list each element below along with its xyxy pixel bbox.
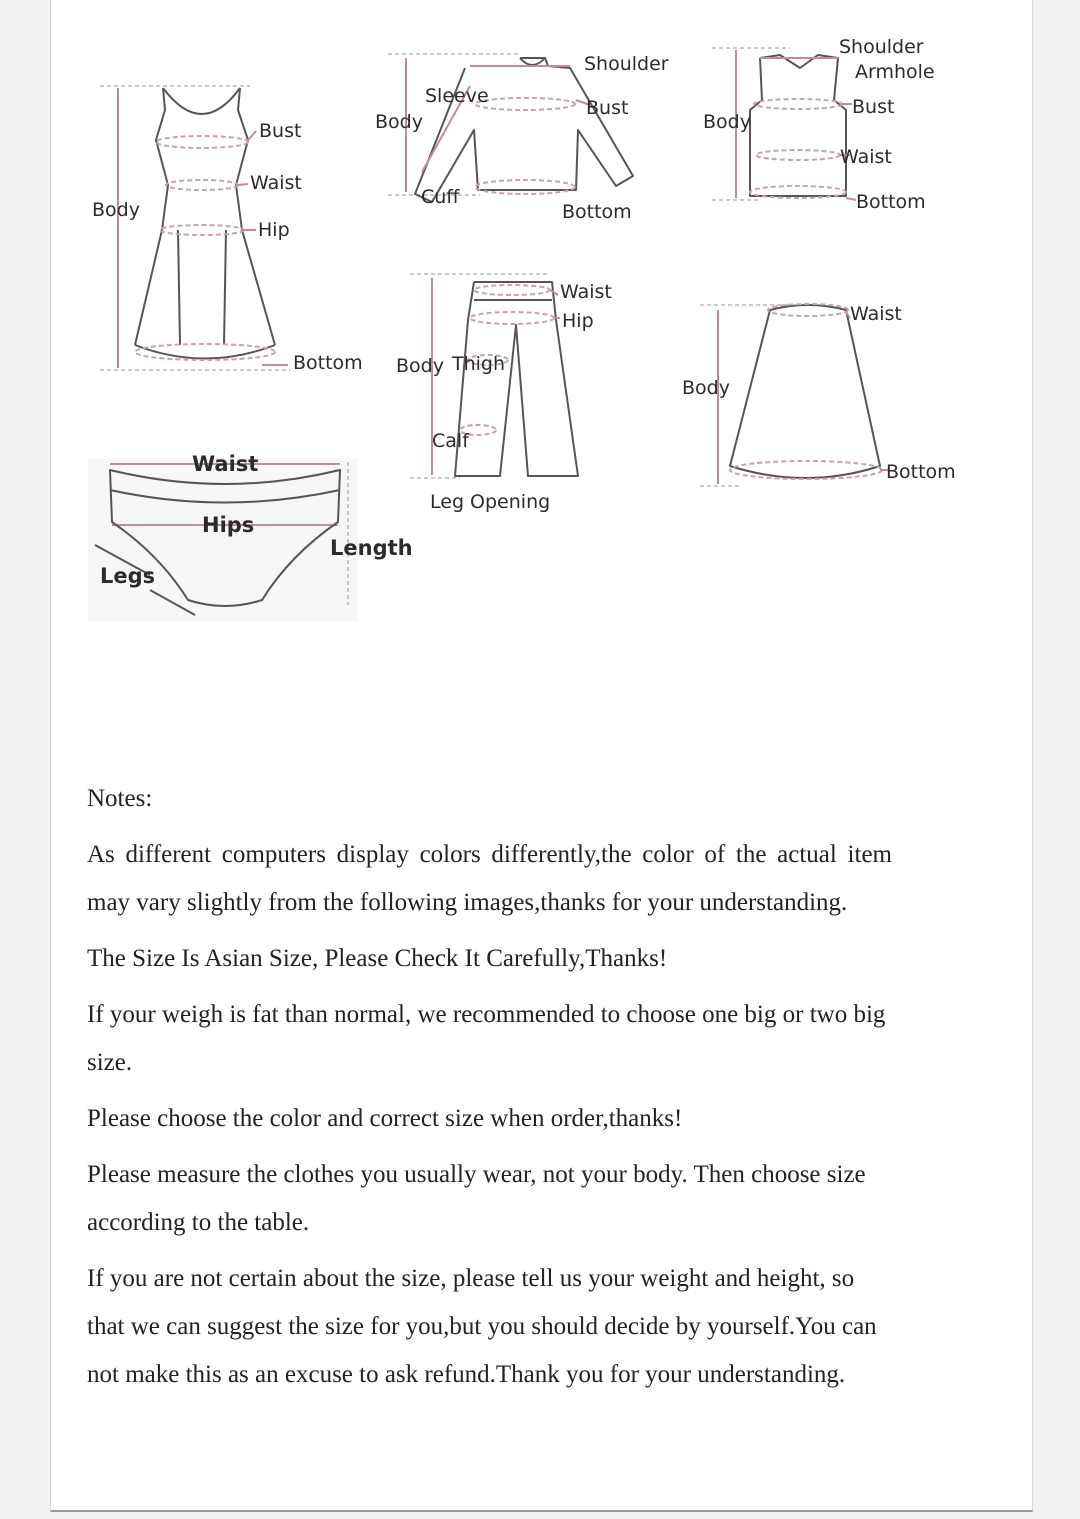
note-measure: Please measure the clothes you usually wear, not your body. Then choose size according to the table. [87, 1161, 866, 1236]
longsleeve-bottom-label: Bottom [562, 201, 632, 223]
pants-thigh-label: Thigh [452, 353, 506, 375]
vest-armhole-label: Armhole [855, 61, 935, 83]
longsleeve-bust-label: Bust [586, 97, 629, 119]
longsleeve-body-label: Body [375, 111, 423, 133]
dress-hip-label: Hip [258, 219, 290, 241]
size-diagrams [0, 0, 1080, 720]
longsleeve-shoulder-label: Shoulder [584, 53, 669, 75]
vest-bust-label: Bust [852, 96, 895, 118]
dress-waist-label: Waist [250, 172, 302, 194]
briefs-hips-label: Hips [202, 513, 255, 537]
pants-calf-label: Calf [432, 430, 469, 452]
dress-body-label: Body [92, 199, 140, 221]
vest-bottom-label: Bottom [856, 191, 926, 213]
pants-body-label: Body [396, 355, 444, 377]
pants-hip-label: Hip [562, 310, 594, 332]
briefs-legs-label: Legs [100, 564, 156, 588]
dress-bottom-label: Bottom [293, 352, 363, 374]
briefs-diagram [88, 452, 413, 622]
vest-body-label: Body [703, 111, 751, 133]
vest-waist-label: Waist [840, 146, 892, 168]
note-choose-color: Please choose the color and correct size when order,thanks! [87, 1105, 683, 1132]
pants-diagram [396, 274, 612, 513]
notes-section [87, 775, 892, 1407]
longsleeve-diagram [375, 53, 669, 223]
pants-waist-label: Waist [560, 281, 612, 303]
skirt-body-label: Body [682, 377, 730, 399]
note-asian-size: The Size Is Asian Size, Please Check It Carefully,Thanks! [87, 945, 668, 972]
note-uncertain-size: If you are not certain about the size, please tell us your weight and height, so that we can suggest the size for you,but you should decide by yourself.You can not make this as an excuse to ask refund.Thank you for your understanding. [87, 1265, 877, 1388]
note-colors: As different computers display colors differently,the color of the actual item may vary slightly from the following images,thanks for your understanding. [87, 841, 892, 916]
longsleeve-cuff-label: Cuff [421, 186, 460, 208]
briefs-waist-label: Waist [192, 452, 259, 476]
pants-leg-opening-label: Leg Opening [430, 491, 551, 513]
note-bigger-size: If your weigh is fat than normal, we recommended to choose one big or two big size. [87, 1001, 886, 1076]
dress-bust-label: Bust [259, 120, 302, 142]
vest-diagram [703, 36, 935, 213]
vest-shoulder-label: Shoulder [839, 36, 924, 58]
dress-diagram [92, 86, 363, 374]
notes-heading: Notes: [87, 785, 153, 812]
briefs-length-label: Length [330, 536, 413, 560]
skirt-diagram [682, 303, 956, 486]
longsleeve-sleeve-label: Sleeve [425, 85, 489, 107]
skirt-waist-label: Waist [850, 303, 902, 325]
skirt-bottom-label: Bottom [886, 461, 956, 483]
